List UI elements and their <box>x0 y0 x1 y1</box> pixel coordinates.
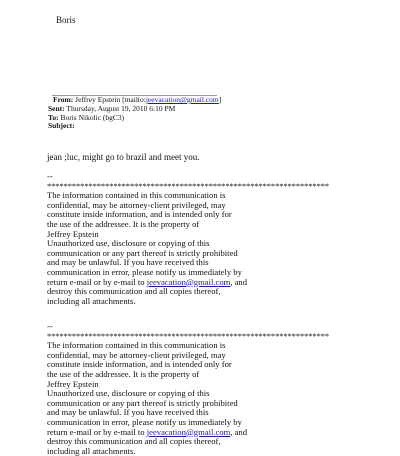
return-prefix: return e-mail or by e-mail to <box>47 426 147 437</box>
disclaimer-repeat-line: Unauthorized use, disclosure or copying of this <box>47 388 210 399</box>
from-name: Jeffrey Epstein [mailto: <box>75 95 146 104</box>
to-label: To: <box>48 112 59 122</box>
subject-label: Subject: <box>48 121 75 131</box>
disclaimer-line: communication in error, please notify us immediately by <box>47 266 242 277</box>
disclaimer-repeat-line: Jeffrey Epstein <box>47 378 99 389</box>
disclaimer-repeat-line: communication or any part thereof is strictly prohibited <box>47 397 238 408</box>
disclaimer-line: Unauthorized use, disclosure or copying of this <box>47 238 210 249</box>
return-suffix: , and <box>230 426 248 437</box>
disclaimer-repeat-line: the use of the addressee. It is the property of <box>47 368 200 379</box>
disclaimer-line: communication or any part thereof is strictly prohibited <box>47 247 238 258</box>
return-email-link[interactable]: jeevacation@gmail.com <box>146 276 231 287</box>
disclaimer-line: the use of the addressee. It is the property of <box>47 218 200 229</box>
disclaimer-repeat-line: constitute inside information, and is intended only for <box>47 359 232 370</box>
disclaimer-closing-line: including all attachments. <box>47 295 136 306</box>
disclaimer-line: confidential, may be attorney-client privileged, may <box>47 199 226 210</box>
return-prefix: return e-mail or by e-mail to <box>47 276 147 287</box>
email-headers <box>48 96 221 131</box>
disclaimer-closing-line: destroy this communication and all copies thereof, <box>47 286 221 297</box>
disclaimer-block-repeat <box>47 322 329 456</box>
disclaimer-line: The information contained in this communication is <box>47 190 226 201</box>
disclaimer-line: and may be unlawful. If you have received this <box>47 257 209 268</box>
disclaimer-stars: ******************************************************************** <box>47 180 329 191</box>
return-email-link[interactable]: jeevacation@gmail.com <box>146 426 231 437</box>
disclaimer-repeat-line: confidential, may be attorney-client privileged, may <box>47 349 226 360</box>
disclaimer-repeat-closing-line: destroy this communication and all copies thereof, <box>47 436 221 447</box>
return-suffix: , and <box>230 276 248 287</box>
disclaimer-line: constitute inside information, and is intended only for <box>47 209 232 220</box>
from-end: ] <box>218 95 222 104</box>
disclaimer-repeat-dash: -- <box>47 321 53 331</box>
disclaimer-repeat-stars: ******************************************************************** <box>47 330 329 341</box>
sender-name: Boris <box>56 15 76 25</box>
to-value: Boris Nikolic (bgC3) <box>60 112 125 122</box>
message-body: jean ;luc, might go to brazil and meet you. <box>47 152 200 162</box>
disclaimer-repeat-return-line <box>47 428 329 438</box>
disclaimer-line: Jeffrey Epstein <box>47 228 99 239</box>
disclaimer-dash: -- <box>47 171 53 181</box>
sent-label: Sent: <box>48 103 65 113</box>
from-label: From: <box>53 95 74 104</box>
from-email-link[interactable]: jeevacation@gmail.com <box>145 95 219 104</box>
subject-row <box>48 122 221 131</box>
sent-value: Thursday, August 19, 2010 6:10 PM <box>66 103 176 113</box>
disclaimer-block <box>47 172 329 306</box>
disclaimer-repeat-line: and may be unlawful. If you have received this <box>47 407 209 418</box>
disclaimer-repeat-line: The information contained in this communication is <box>47 340 226 351</box>
disclaimer-repeat-line: communication in error, please notify us immediately by <box>47 416 242 427</box>
disclaimer-repeat-closing-line: including all attachments. <box>47 445 136 456</box>
